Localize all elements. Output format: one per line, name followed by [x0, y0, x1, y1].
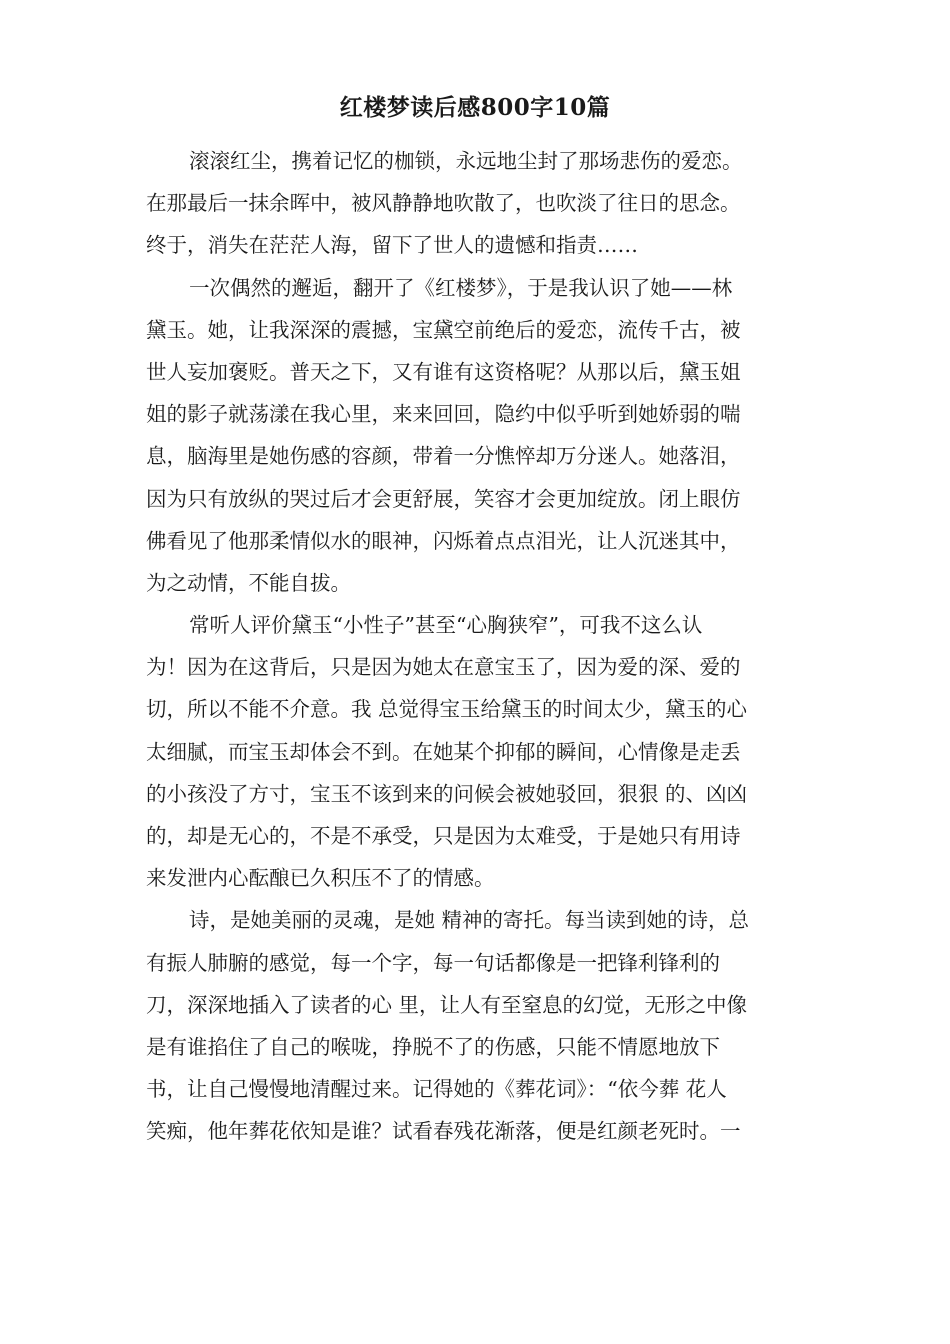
text-line: 太细腻，而宝玉却体会不到。在她某个抑郁的瞬间，心情像是走丢 [146, 739, 741, 764]
paragraph-2 [146, 267, 810, 605]
text-line: 书，让自己慢慢地清醒过来。记得她的《葬花词》：“依今葬 花人 [146, 1077, 727, 1102]
text-line: 一次偶然的邂逅，翻开了《红楼梦》，于是我认识了她——林 [189, 275, 733, 300]
text-line: 姐的影子就荡漾在我心里，来来回回，隐约中似乎听到她娇弱的喘 [146, 402, 741, 427]
text-line: 是有谁掐住了自己的喉咙，挣脱不了的伤感，只能不情愿地放下 [146, 1034, 720, 1059]
text-line: 切，所以不能不介意。我 总觉得宝玉给黛玉的时间太少，黛玉的心 [146, 697, 748, 722]
paragraph-4 [146, 899, 810, 1152]
text-line: 在那最后一抹余晖中，被风静静地吹散了，也吹淡了往日的思念。 [146, 191, 741, 216]
text-line: 的小孩没了方寸，宝玉不该到来的问候会被她驳回，狠狠 的、凶凶 [146, 781, 748, 806]
text-line: 有振人肺腑的感觉，每一个字，每一句话都像是一把锋利锋利的 [146, 950, 720, 975]
text-line: 世人妄加褒贬。普天之下，又有谁有这资格呢？从那以后，黛玉姐 [146, 359, 741, 384]
text-line: 因为只有放纵的哭过后才会更舒展，笑容才会更加绽放。闭上眼仿 [146, 486, 741, 511]
document-title: 红楼梦读后感800字10篇 [339, 94, 611, 121]
paragraph-3 [146, 604, 810, 899]
paragraph-1 [146, 140, 810, 267]
text-line: 滚滚红尘，携着记忆的枷锁，永远地尘封了那场悲伤的爱恋。 [189, 149, 743, 173]
text-line: 为之动情，不能自拔。 [146, 570, 351, 595]
text-line: 佛看见了他那柔情似水的眼神，闪烁着点点泪光，让人沉迷其中， [146, 528, 741, 553]
text-line: 刀，深深地插入了读者的心 里，让人有至窒息的幻觉，无形之中像 [146, 992, 748, 1017]
text-line: 为！因为在这背后，只是因为她太在意宝玉了，因为爱的深、爱的 [146, 655, 741, 680]
document-body [146, 140, 810, 1153]
text-line: 来发泄内心酝酿已久积压不了的情感。 [146, 866, 495, 891]
text-line: 的，却是无心的，不是不承受，只是因为太难受，于是她只有用诗 [146, 824, 741, 848]
text-line: 笑痴，他年葬花依知是谁？试看春残花渐落，便是红颜老死时。一 [146, 1119, 741, 1144]
text-line: 诗，是她美丽的灵魂，是她 精神的寄托。每当读到她的诗，总 [189, 908, 750, 933]
text-line: 黛玉。她，让我深深的震撼，宝黛空前绝后的爱恋，流传千古，被 [146, 317, 741, 342]
text-line: 常听人评价黛玉“小性子”甚至“心胸狭窄”，可我不这么认 [189, 613, 703, 638]
text-line: 终于，消失在茫茫人海，留下了世人的遗憾和指责…… [146, 233, 638, 258]
text-line: 息，脑海里是她伤感的容颜，带着一分憔悴却万分迷人。她落泪， [146, 444, 741, 469]
